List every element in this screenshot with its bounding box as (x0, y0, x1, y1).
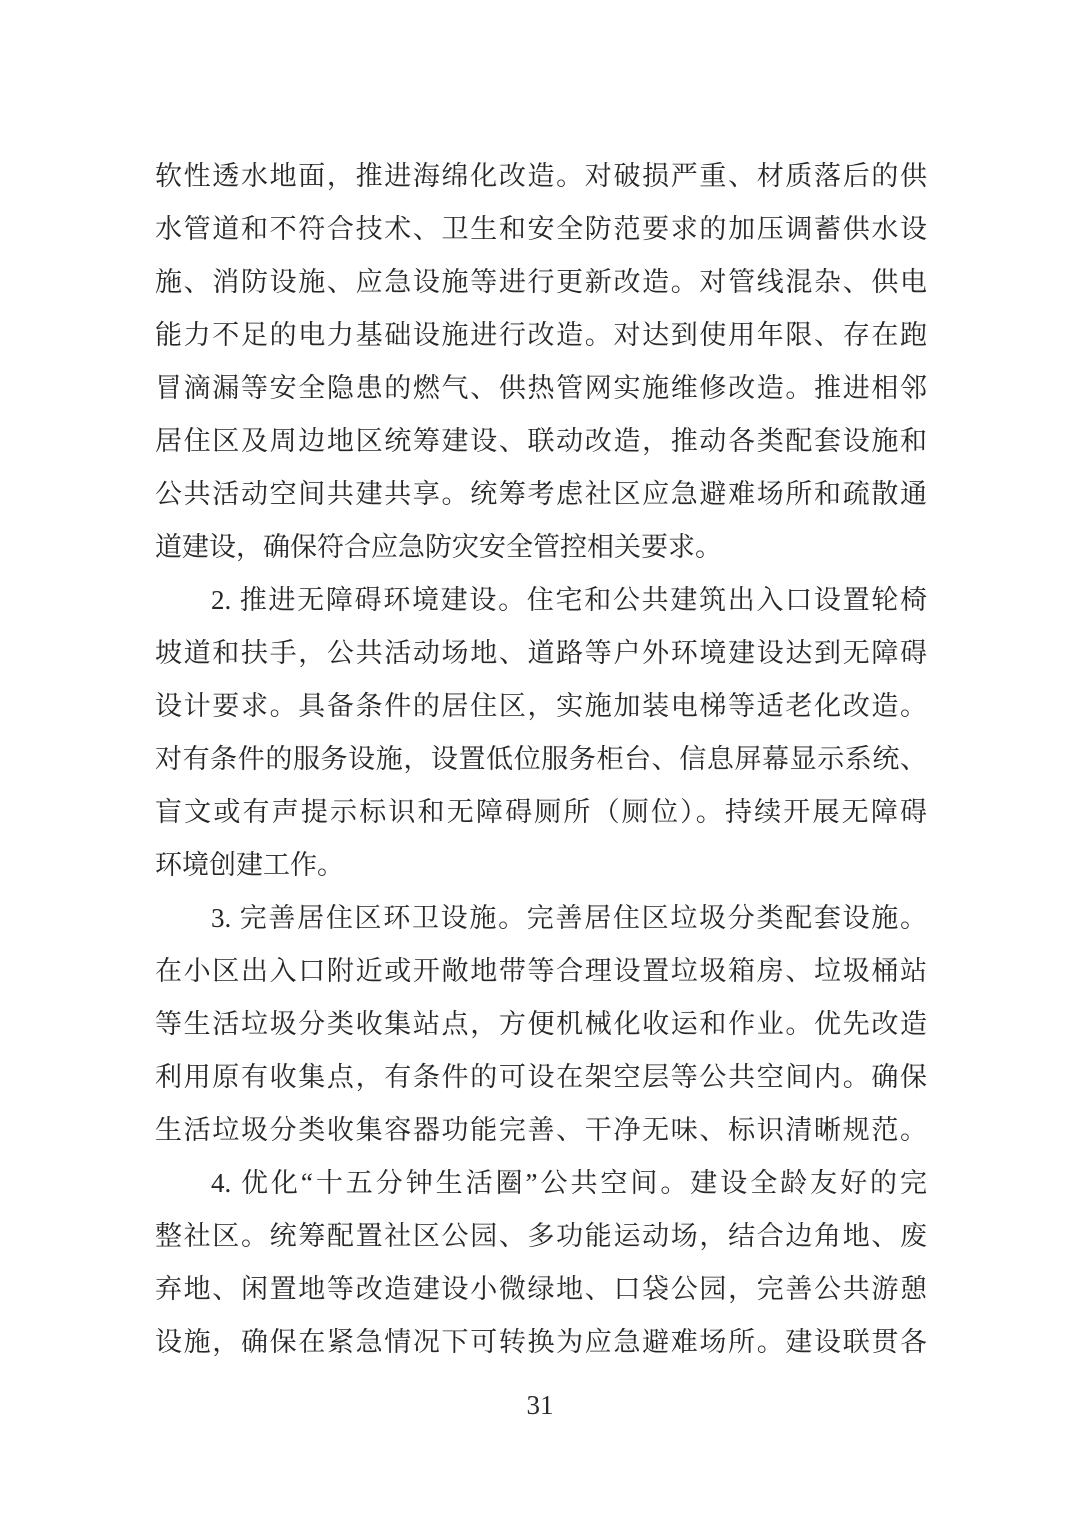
text-line: 生活垃圾分类收集容器功能完善、干净无味、标识清晰规范。 (155, 1115, 927, 1145)
text-line: 等生活垃圾分类收集站点，方便机械化收运和作业。优先改造 (155, 1009, 927, 1039)
text-line-item-4: 4. 优化“十五分钟生活圈”公共空间。建设全龄友好的完 (211, 1168, 927, 1198)
body-text (155, 150, 927, 1369)
text-line: 弃地、闲置地等改造建设小微绿地、口袋公园，完善公共游憩 (155, 1274, 927, 1304)
text-line: 设施，确保在紧急情况下可转换为应急避难场所。建设联贯各 (155, 1327, 927, 1357)
text-line: 环境创建工作。 (155, 850, 344, 880)
text-line: 利用原有收集点，有条件的可设在架空层等公共空间内。确保 (155, 1062, 927, 1092)
text-line: 软性透水地面，推进海绵化改造。对破损严重、材质落后的供 (155, 161, 927, 191)
text-line: 盲文或有声提示标识和无障碍厕所（厕位）。持续开展无障碍 (155, 797, 927, 827)
text-line: 坡道和扶手，公共活动场地、道路等户外环境建设达到无障碍 (155, 638, 927, 668)
text-line: 施、消防设施、应急设施等进行更新改造。对管线混杂、供电 (155, 267, 927, 297)
text-line-item-3: 3. 完善居住区环卫设施。完善居住区垃圾分类配套设施。 (211, 903, 927, 933)
text-line-item-2: 2. 推进无障碍环境建设。住宅和公共建筑出入口设置轮椅 (211, 585, 927, 615)
page-number: 31 (526, 1390, 554, 1420)
text-line: 道建设，确保符合应急防灾安全管控相关要求。 (155, 532, 722, 562)
text-line: 居住区及周边地区统筹建设、联动改造，推动各类配套设施和 (155, 426, 927, 456)
text-line: 对有条件的服务设施，设置低位服务柜台、信息屏幕显示系统、 (155, 744, 927, 774)
text-line: 公共活动空间共建共享。统筹考虑社区应急避难场所和疏散通 (155, 479, 927, 509)
text-line: 整社区。统筹配置社区公园、多功能运动场，结合边角地、废 (155, 1221, 927, 1251)
text-line: 冒滴漏等安全隐患的燃气、供热管网实施维修改造。推进相邻 (155, 373, 927, 403)
text-line: 在小区出入口附近或开敞地带等合理设置垃圾箱房、垃圾桶站 (155, 956, 927, 986)
text-line: 能力不足的电力基础设施进行改造。对达到使用年限、存在跑 (155, 320, 927, 350)
text-line: 水管道和不符合技术、卫生和安全防范要求的加压调蓄供水设 (155, 214, 927, 244)
text-line: 设计要求。具备条件的居住区，实施加装电梯等适老化改造。 (155, 691, 927, 721)
